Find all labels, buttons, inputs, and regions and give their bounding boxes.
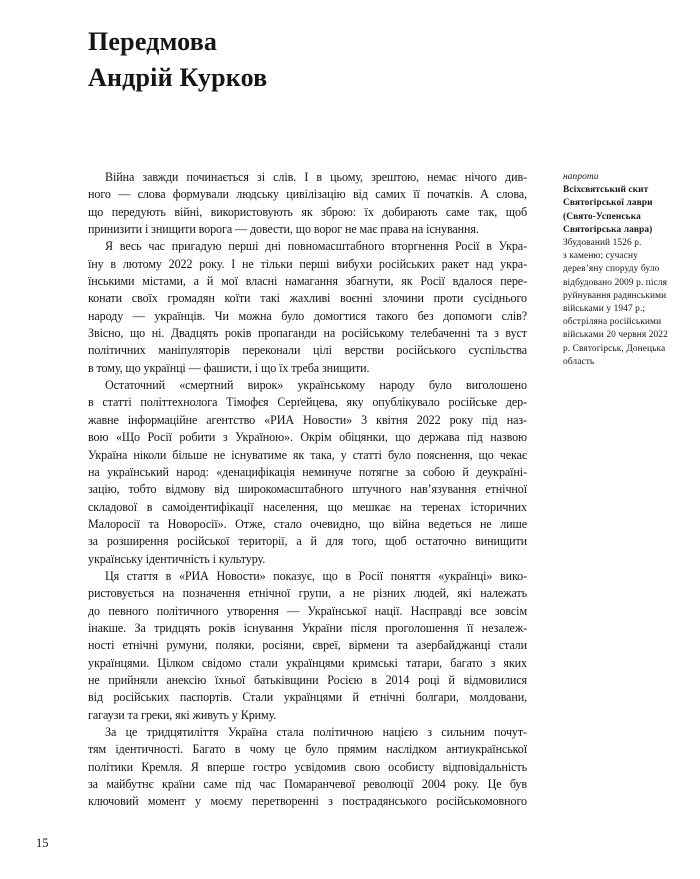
text-line: вою «Що Росії робити з Україною». Окрім обіцянки, що держава під назвою: [88, 430, 527, 445]
caption-line: Збудований 1526 р.: [563, 238, 642, 249]
caption-line: (Свято-Успенська: [563, 211, 641, 222]
caption-line: дерев’яну споруду було: [563, 264, 660, 275]
text-line: їнськими містами, а й мої власні намагання збагнути, як Росії вдалося пере-: [88, 274, 527, 289]
text-line: Звісно, що ні. Двадцять років пропаганди на російському телебаченні та з вуст: [88, 326, 527, 341]
text-line: Війна завжди починається зі слів. І в цьому, зрештою, немає нічого див-: [105, 170, 527, 184]
caption-line: обстріляна російськими: [563, 317, 662, 328]
text-line: їну в лютому 2022 року. І не тільки перші вибухи російських ракет над укра-: [88, 256, 527, 271]
text-line: ключовий момент у моєму перетворенні з пострадянського російськомовного: [88, 794, 527, 809]
sidebar-caption: [563, 171, 685, 369]
paragraph: [88, 169, 527, 238]
text-line: політичних маніпуляторів переконали цілі верстви російського суспільства: [88, 343, 527, 358]
caption-line: військами 20 червня 2022: [563, 330, 668, 341]
page-number: 15: [36, 836, 49, 850]
text-line: Остаточний «смертний вирок» українському народу було виголошено: [105, 378, 527, 393]
caption-line: р. Святогірськ, Донецька: [563, 343, 666, 354]
text-line: від російських паспортів. Стали українцями й етнічні болгари, молдовани,: [88, 690, 527, 705]
text-line: що передують війні, використовують як зброю: їх добирають саме так, щоб: [88, 204, 527, 219]
text-line: не прийняли анексію їхньої батьківщини Росією в 2014 році й відмовилися: [88, 672, 527, 687]
paragraph: [88, 377, 527, 568]
caption-line: з каменю; сучасну: [563, 251, 638, 262]
text-line: За це тридцятиліття Україна стала політичною нацією з сильним почут-: [105, 725, 527, 739]
page-title: Передмова: [88, 27, 218, 56]
caption-line: Всіхсвятський скит: [563, 185, 649, 196]
text-line: Ця стаття в «РИА Новости» показує, що в Росії поняття «українці» вико-: [105, 568, 527, 583]
text-line: конати своїх громадян коїти такі жахливі воєнні злочини проти сусіднього: [88, 291, 527, 306]
caption-line: Святогірської лаври: [563, 198, 653, 209]
text-line: в статті політтехнолога Тімофєя Серґейцева, яку опублікувало російське дер-: [88, 395, 527, 410]
text-line: ності етнічні румуни, поляки, росіяни, євреї, вірмени та азербайджанці стали: [88, 638, 527, 653]
text-line: за розширення російської території, а й для того, щоб остаточно винищити: [88, 534, 527, 549]
caption-line: руйнування радянськими: [563, 290, 667, 301]
text-line: Україна ніколи більше не існуватиме як така, у статті було пояснення, що чекає: [88, 447, 527, 462]
text-line: в тому, що українці — фашисти, і що їх треба знищити.: [88, 360, 370, 375]
text-line: українцями. Цілком свідомо стали українцями кримські татари, багато з яких: [88, 655, 527, 670]
text-line: гагаузи та греки, які живуть у Криму.: [88, 707, 277, 722]
text-line: українську ідентичність і культуру.: [88, 551, 266, 566]
text-line: ристовується на позначення етнічної групи, а не різних людей, які належать: [88, 586, 527, 601]
text-line: інакше. За тридцять років існування України після проголошення її незалеж-: [88, 620, 527, 635]
text-line: Малоросії та Новоросії». Отже, стало очевидно, що війна ведеться не лише: [88, 516, 527, 531]
text-line: принизити і знищити ворога — довести, що ворог не має права на існування.: [88, 222, 479, 237]
text-line: жавне інформаційне агентство «РИА Новости» 3 квітня 2022 року під наз-: [88, 412, 527, 427]
caption-line: військами у 1947 р.;: [563, 304, 646, 315]
caption-body: [563, 237, 685, 369]
text-line: тям ідентичності. Багато в чому це було прямим наслідком антиукраїнської: [88, 742, 527, 757]
page-author: Андрій Курков: [88, 63, 268, 92]
text-line: зацію, тобто відмову від широкомасштабного штучного нав’язування етнічної: [88, 482, 527, 497]
caption-line: відбудовано 2009 р. після: [563, 277, 668, 288]
caption-title: [563, 184, 685, 237]
paragraph: [88, 568, 527, 724]
text-line: до певного політичного утворення — Української нації. Насправді все зовсім: [88, 603, 527, 618]
caption-position-label: напроти: [563, 172, 599, 182]
text-line: на український народ: «денацифікація неминуче потягне за собою й деукраїні-: [88, 464, 527, 479]
caption-line: область: [563, 356, 595, 367]
caption-line: Святогірська лавра): [563, 224, 653, 235]
text-line: складової в самоідентифікації населення, що мешкає на теренах історичних: [88, 499, 527, 514]
chapter-heading: [88, 24, 267, 96]
paragraph: [88, 238, 527, 377]
text-line: політики Кремля. Я вперше гостро усвідомив свою особисту відповідальність: [88, 759, 527, 774]
text-line: Я весь час пригадую перші дні повномасштабного вторгнення Росії в Укра-: [105, 239, 527, 254]
paragraph: [88, 724, 527, 811]
body-text: [88, 169, 527, 811]
text-line: ного — слова формували людську цивілізацію від самих її початків. А слова,: [88, 187, 527, 202]
text-line: за майбутнє країни саме під час Помаранчевої революції 2004 року. Це був: [88, 777, 527, 792]
text-line: народу — українців. Чи можна було домогтися такого без допомоги слів?: [88, 308, 527, 323]
